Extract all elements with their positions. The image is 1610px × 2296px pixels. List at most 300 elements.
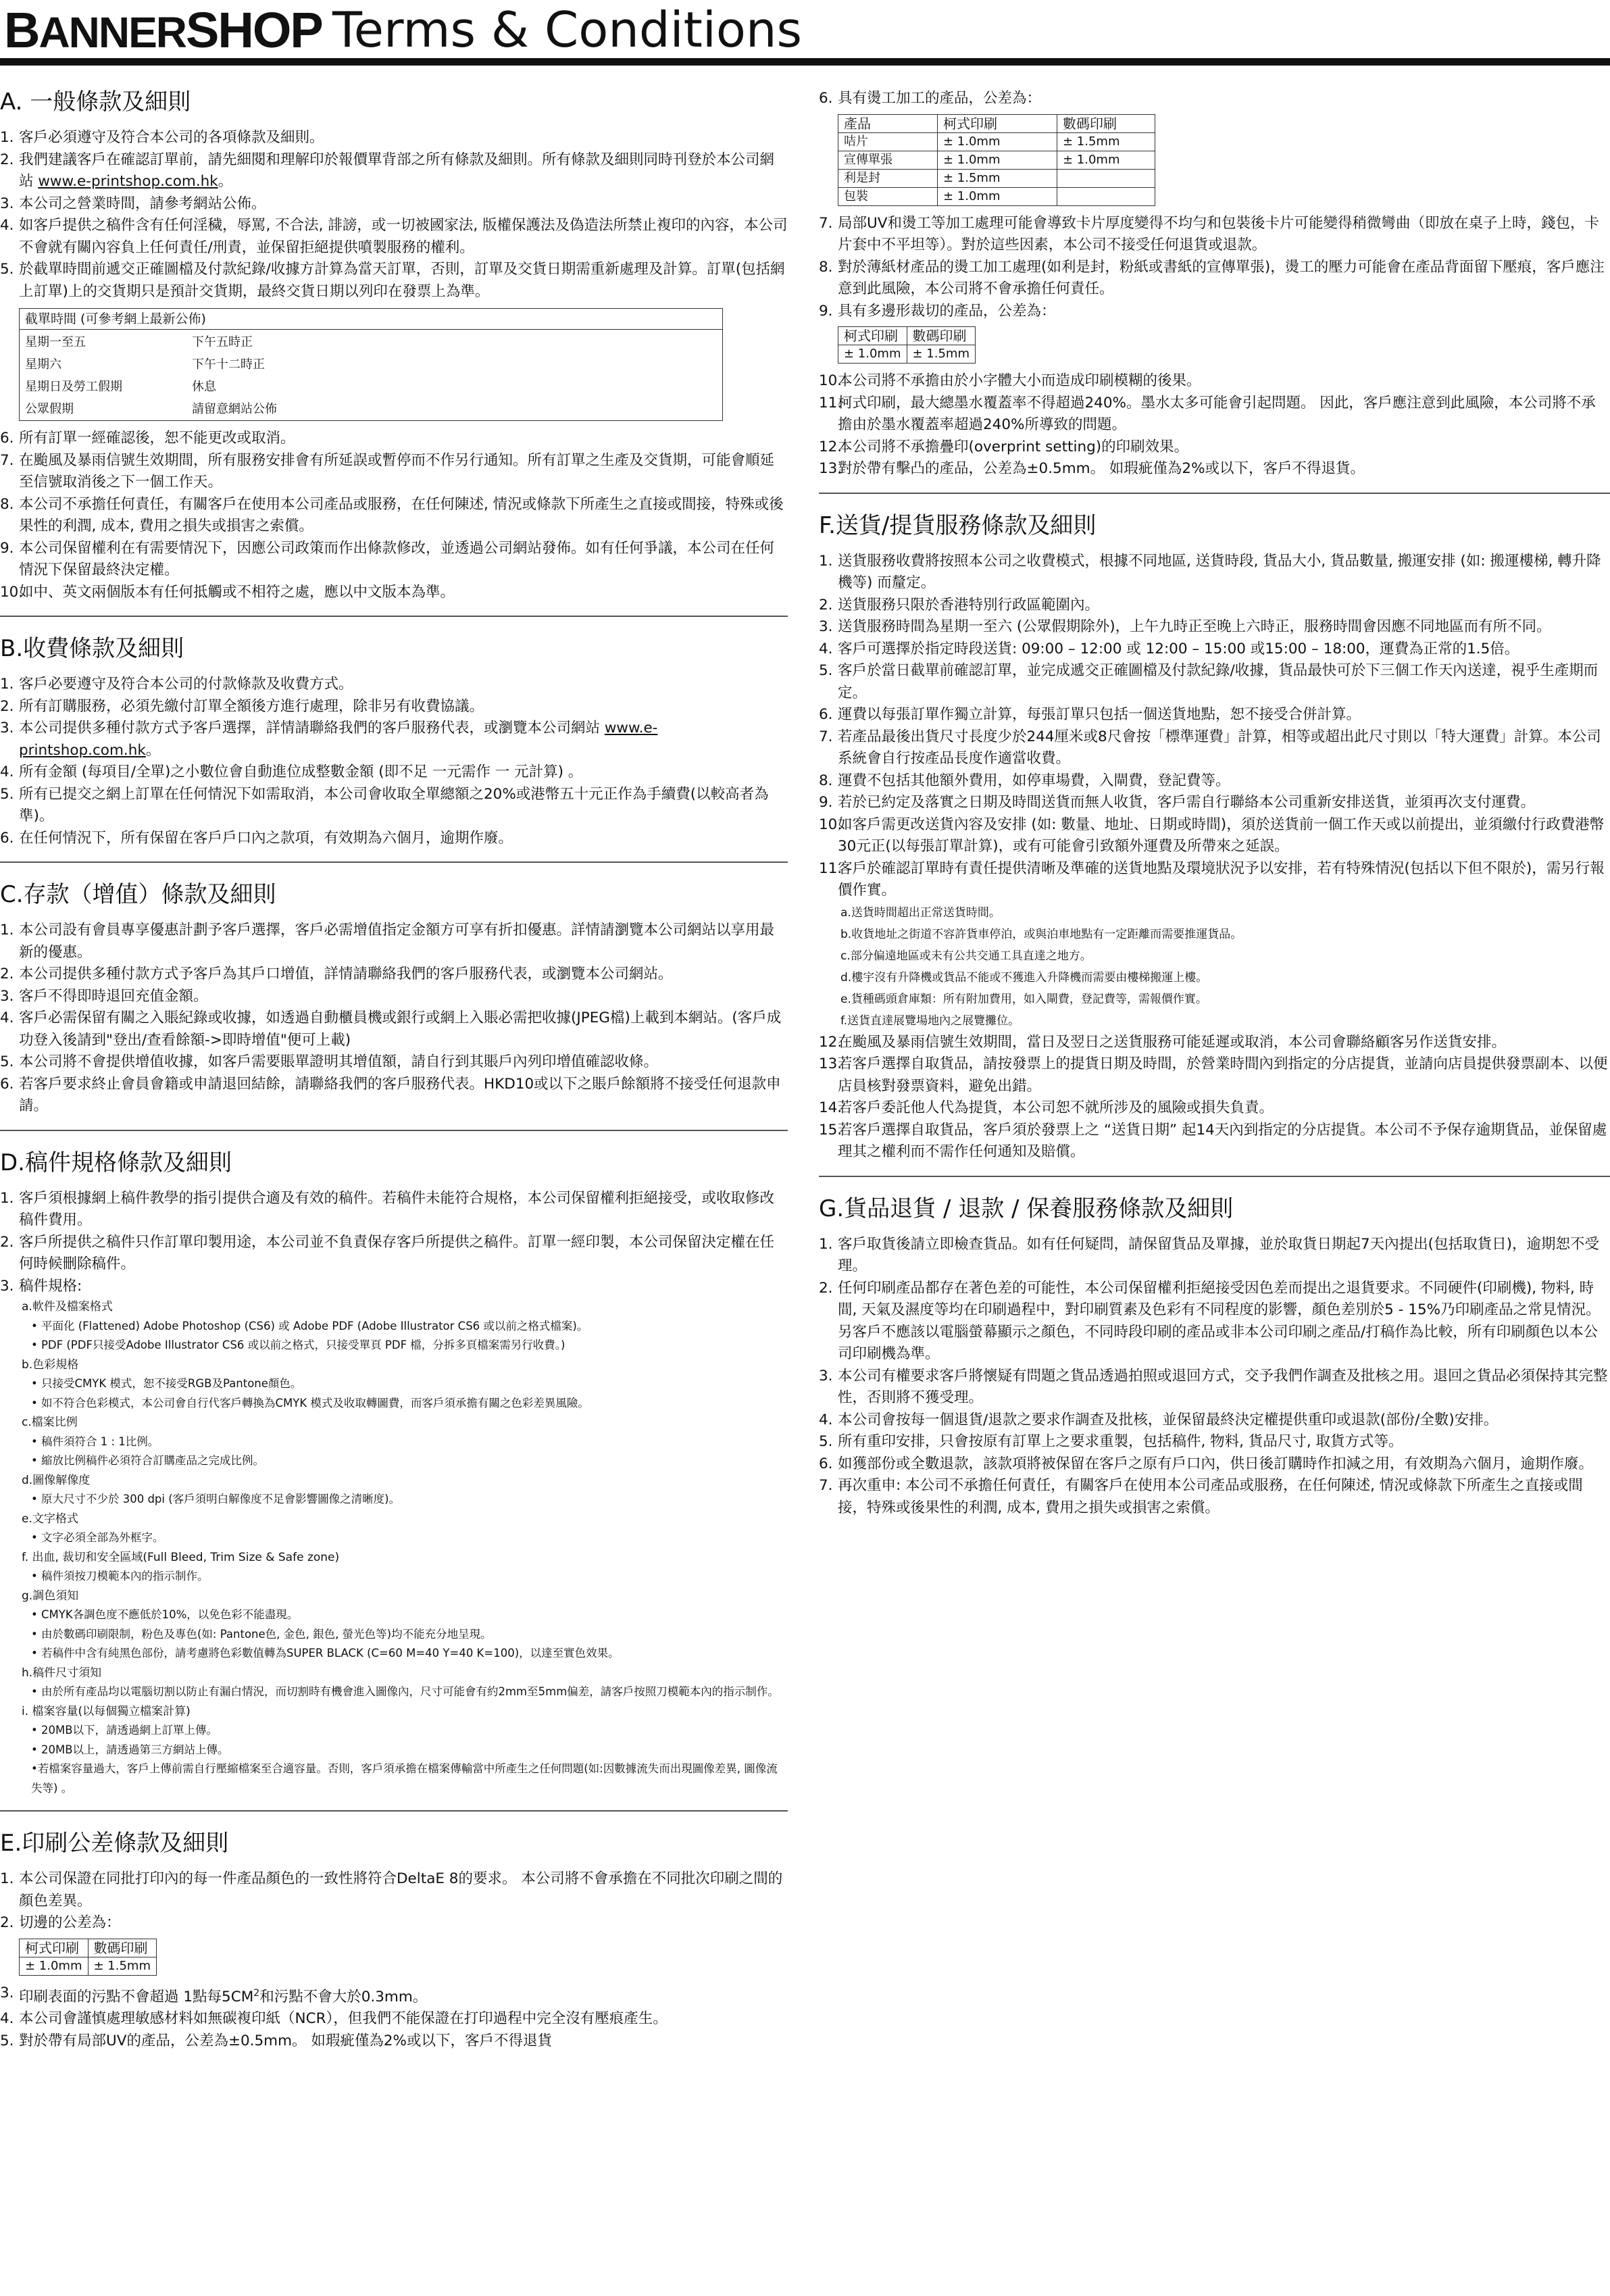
table-header: 數碼印刷 <box>1057 114 1155 132</box>
table-cell: ± 1.5mm <box>938 169 1057 187</box>
item-text: 本公司提供多種付款方式予客戶為其戶口增值，詳情請聯絡我們的客戶服務代表，或瀏覽本公司網站。 <box>19 966 673 982</box>
cutoff-table <box>19 308 723 421</box>
spec-heading: h.稿件尺寸須知 <box>22 1666 102 1680</box>
spec-bullet: • 若稿件中含有純黑色部份，請考慮將色彩數值轉為SUPER BLACK (C=60 M=40 Y=40 K=100)，以達至實色效果。 <box>31 1647 620 1659</box>
item-number: 4. <box>819 1411 833 1428</box>
list-item <box>819 88 1610 110</box>
list-item <box>0 1912 788 1935</box>
delivery-conditions-list <box>819 902 1610 1032</box>
cutoff-row <box>20 331 722 353</box>
header <box>0 0 1610 68</box>
divider <box>819 1176 1610 1177</box>
section-f-title: F.送貨/提貨服務條款及細則 <box>819 511 1097 539</box>
cutoff-row <box>20 398 722 420</box>
list-item <box>819 301 1610 323</box>
spec-bullet: • 文字必須全部為外框字。 <box>31 1531 164 1544</box>
list-item <box>0 1276 788 1298</box>
item-number: 15. <box>819 1121 842 1139</box>
foil-tolerance-table <box>838 114 1155 206</box>
item-number: 13. <box>819 460 842 477</box>
spec-bullet: • PDF (PDF只接受Adobe Illustrator CS6 或以前之格式，只接受單頁 PDF 檔，分拆多頁檔案需另行收費。) <box>31 1339 565 1351</box>
spec-bullet: • 平面化 (Flattened) Adobe Photoshop (CS6) 或 Adobe PDF (Adobe Illustrator CS6 或以前之格式檔案)。 <box>31 1319 588 1332</box>
list-item <box>0 784 788 828</box>
divider <box>0 1130 788 1131</box>
item-number: 14. <box>819 1099 842 1116</box>
table-cell: ± 1.0mm <box>1057 151 1155 169</box>
item-text: 客戶於確認訂單時有責任提供清晰及準確的送貨地點及環境狀況予以安排，若有特殊情況(包括以下但不限於)，需另行報價作實。 <box>838 859 1605 899</box>
list-item <box>0 2030 788 2053</box>
item-number: 3. <box>819 1367 833 1384</box>
item-text: 送貨服務收費將按照本公司之收費模式，根據不同地區, 送貨時段, 貨品大小, 貨品數量, 搬運安排 (如: 搬運樓梯, 轉升降機等) 而釐定。 <box>838 552 1601 591</box>
item-number: 6. <box>819 90 833 107</box>
list-item <box>819 436 1610 459</box>
website-link[interactable]: www.e-printshop.com.hk <box>19 720 658 759</box>
item-number: 9. <box>0 539 14 557</box>
list-item <box>0 259 788 303</box>
list-item <box>0 538 788 582</box>
list-item <box>819 1053 1610 1097</box>
item-text: 本公司將不會提供增值收據，如客戶需要賬單證明其增值額，請自行到其賬戶內列印增值確認收條。 <box>19 1053 659 1070</box>
item-number: 6. <box>0 829 14 847</box>
item-text: 如中、英文兩個版本有任何抵觸或不相符之處，應以中文版本為準。 <box>19 583 455 601</box>
item-text: 本公司會謹慎處理敏感材料如無碳複印紙（NCR），但我們不能保證在打印過程中完全沒有壓痕產生。 <box>19 2010 668 2028</box>
list-item <box>0 920 788 964</box>
item-text: 本公司會按每一個退貨/退款之要求作調查及批核，並保留最終決定權提供重印或退款(部份/全數)安排。 <box>838 1411 1499 1428</box>
item-number: 2. <box>819 1279 833 1297</box>
list-item <box>819 1234 1610 1278</box>
item-number: 8. <box>0 495 14 513</box>
item-number: 4. <box>0 2010 14 2028</box>
item-number: 2. <box>0 151 14 168</box>
item-text: 若客戶委託他人代為提貨，本公司恕不就所涉及的風險或損失負責。 <box>838 1099 1274 1116</box>
item-number: 5. <box>819 662 833 679</box>
list-item <box>819 370 1610 393</box>
item-number: 1. <box>819 552 833 570</box>
item-number: 10. <box>819 372 842 389</box>
table-cell: ± 1.5mm <box>907 345 976 364</box>
item-text: 運費以每張訂單作獨立計算，每張訂單只包括一個送貨地點，恕不接受合併計算。 <box>838 706 1361 723</box>
item-text: 若客戶選擇自取貨品，客戶須於發票上之 “送貨日期” 起14天內到指定的分店提貨。本公司不予保存逾期貨品，並保留處理其之權利而不需作任何通知及賠償。 <box>838 1121 1607 1160</box>
item-text: 所有重印安排，只會按原有訂單上之要求重製，包括稿件, 物料, 貨品尺寸, 取貨方式等。 <box>838 1433 1403 1450</box>
section-g-list <box>819 1234 1610 1520</box>
table-cell: 利是封 <box>838 169 938 187</box>
item-number: 2. <box>0 697 14 715</box>
section-b-title: B.收費條款及細則 <box>0 635 184 662</box>
table-cell: ± 1.0mm <box>938 132 1057 151</box>
item-text: 。 <box>218 173 233 190</box>
item-text: 對於帶有擊凸的產品，公差為±0.5mm。 如瑕疵僅為2%或以下，客戶不得退貨。 <box>838 460 1365 477</box>
item-number: 4. <box>0 217 14 234</box>
table-cell: 下午五時正 <box>192 335 253 349</box>
item-text: 客戶不得即時退回充值金額。 <box>19 987 208 1005</box>
table-cell: 宣傳單張 <box>838 151 938 169</box>
item-number: 6. <box>0 430 14 447</box>
spec-heading: b.色彩規格 <box>22 1357 79 1372</box>
section-c-title: C.存款（增值）條款及細則 <box>0 881 276 908</box>
list-item <box>0 1868 788 1912</box>
cutoff-table-header: 截單時間 (可參考網上最新公佈) <box>20 309 722 330</box>
list-item <box>819 616 1610 639</box>
table-cell: 請留意網站公佈 <box>192 402 277 416</box>
list-item <box>819 660 1610 704</box>
item-text: 對於薄紙材產品的燙工加工處理(如利是封，粉紙或書紙的宣傳單張)，燙工的壓力可能會在產品背面留下壓痕，客戶應注意到此風險，本公司將不會承擔任何責任。 <box>838 258 1605 297</box>
item-number: 3. <box>0 720 14 737</box>
divider <box>0 1810 788 1812</box>
cutoff-row <box>20 353 722 376</box>
item-text: 客戶必要遵守及符合本公司的付款條款及收費方式。 <box>19 676 353 693</box>
list-item <box>0 674 788 696</box>
spec-bullet: •若檔案容量過大，客戶上傳前需自行壓縮檔案至合適容量。否則，客戶須承擔在檔案傳輸當中所產生之任何問題(如:因數據流失而出現圖像差異, 圖像流失等) 。 <box>31 1762 778 1795</box>
list-item <box>819 595 1610 617</box>
list-item <box>819 858 1610 902</box>
item-text: 在颱風及暴雨信號生效期間，當日及翌日之送貨服務可能延遲或取消，本公司會聯絡顧客另作送貨安排。 <box>838 1033 1507 1051</box>
header-rule <box>0 58 1610 66</box>
page-title: Terms & Conditions <box>332 1 803 58</box>
item-number: 4. <box>0 764 14 780</box>
section-e-list-2 <box>0 1982 788 2053</box>
item-text: 在颱風及暴雨信號生效期間，所有服務安排會有所延誤或暫停而不作另行通知。所有訂單之生產及交貨期，可能會順延至信號取消後之下一個工作天。 <box>19 451 775 491</box>
item-text: 具有多邊形裁切的產品，公差為： <box>838 302 1056 320</box>
section-c-list <box>0 920 788 1118</box>
list-item <box>0 450 788 494</box>
item-number: 4. <box>819 640 833 657</box>
item-number: 7. <box>819 214 833 232</box>
list-item <box>0 1051 788 1074</box>
section-a <box>0 88 788 603</box>
item-text: 客戶必須遵守及符合本公司的各項條款及細則。 <box>19 129 324 146</box>
list-item <box>819 770 1610 793</box>
item-text: 客戶取貨後請立即檢查貨品。如有任何疑問，請保留貨品及單據，並於取貨日期起7天內提出(包括取貨日)，逾期恕不受理。 <box>838 1235 1599 1274</box>
delivery-condition: a.送貨時間超出正常送貨時間。 <box>840 905 1001 920</box>
table-header: 柯式印刷 <box>838 327 907 345</box>
section-a-title: A. 一般條款及細則 <box>0 89 191 116</box>
item-text: 所有金額 (每項目/全單)之小數位會自動進位成整數金額 (即不足 一元需作 一 元計算) 。 <box>19 764 583 780</box>
section-f-list <box>819 551 1610 902</box>
list-item <box>819 458 1610 480</box>
item-text: 再次重申: 本公司不承擔任何責任，有關客戶在使用本公司產品或服務，在任何陳述, 情況或條款下所產生之直接或間接，特殊或後果性的利潤, 成本, 費用之損失或損害之索償。 <box>838 1477 1583 1516</box>
item-number: 1. <box>0 1189 14 1207</box>
section-e-list <box>0 1868 788 1935</box>
list-item <box>0 1188 788 1232</box>
table-cell <box>1057 187 1155 205</box>
trim-tolerance-table <box>19 1939 157 1976</box>
right-column <box>819 88 1610 1519</box>
table-cell: 星期一至五 <box>25 335 86 349</box>
spec-heading: c.檔案比例 <box>22 1416 78 1429</box>
item-text: 若產品最後出貨尺寸長度少於244厘米或8尺會按「標準運費」計算，相等或超出此尺寸則以「特大運費」計算。本公司系統會自行按產品長度作適當收費。 <box>838 728 1601 767</box>
list-item <box>0 718 788 762</box>
item-number: 6. <box>819 1455 833 1472</box>
item-text: 運費不包括其他額外費用，如停車場費，入閘費，登記費等。 <box>838 772 1230 789</box>
item-number: 3. <box>0 1277 14 1295</box>
spec-bullet: • 稿件須按刀模範本內的指示制作。 <box>31 1570 209 1582</box>
table-cell: 公眾假期 <box>25 402 74 416</box>
item-number: 4. <box>0 1009 14 1026</box>
table-row <box>838 169 1155 187</box>
list-item <box>0 1074 788 1118</box>
spec-heading: d.圖像解像度 <box>22 1473 91 1487</box>
section-a-list <box>0 127 788 303</box>
delivery-condition: f.送貨直達展覽場地內之展覽攤位。 <box>840 1014 1020 1028</box>
item-number: 12. <box>819 1033 842 1051</box>
spec-heading: e.文字格式 <box>22 1512 78 1526</box>
superscript: 2 <box>253 1987 260 1999</box>
item-number: 10. <box>819 816 842 833</box>
spec-list <box>0 1297 788 1798</box>
item-text: 客戶必需保留有關之入賬紀錄或收據，如透過自動櫃員機或銀行或網上入賬必需把收據(JPEG檔)上載到本網站。(客戶成功登入後請到"登出/查看餘額->即時增值"便可上載) <box>19 1009 782 1049</box>
item-text: 如客戶需更改送貨內容及安排 (如: 數量、地址、日期或時間)，須於送貨前一個工作天或以前提出，並須繳付行政費港幣30元正(以每張訂單計算)，或有可能會引致額外運費及所帶來之延誤。 <box>838 816 1605 855</box>
spec-bullet: • 由於所有產品均以電腦切割以防止有漏白情況，而切割時有機會進入圖像內，尺寸可能會有約2mm至5mm偏差，請客戶按照刀模範本內的指示制作。 <box>31 1685 779 1698</box>
section-e-cont-list-2 <box>819 213 1610 323</box>
table-header: 數碼印刷 <box>907 327 976 345</box>
item-number: 11. <box>819 394 842 411</box>
table-cell: ± 1.0mm <box>938 151 1057 169</box>
item-text: 切邊的公差為： <box>19 1914 121 1931</box>
list-item <box>819 1032 1610 1054</box>
item-text: 本公司將不承擔疊印(overprint setting)的印刷效果。 <box>838 438 1189 455</box>
item-text: 我們建議客戶在確認訂單前，請先細閱和理解印於報價單背部之所有條款及細則。所有條款及細則同時刊登於本公司網站 <box>19 151 775 190</box>
item-number: 3. <box>819 618 833 635</box>
list-item <box>0 964 788 986</box>
item-number: 3. <box>0 987 14 1005</box>
list-item <box>819 257 1610 301</box>
list-item <box>819 1409 1610 1432</box>
item-number: 5. <box>0 1053 14 1070</box>
table-header: 產品 <box>838 114 938 132</box>
item-text: 本公司提供多種付款方式予客戶選擇，詳情請聯絡我們的客戶服務代表，或瀏覽本公司網站 <box>19 720 605 737</box>
spec-bullet: • 只接受CMYK 模式，恕不接受RGB及Pantone顏色。 <box>31 1377 302 1390</box>
table-cell: ± 1.5mm <box>88 1957 157 1975</box>
table-header: 柯式印刷 <box>20 1939 89 1957</box>
spec-heading: i. 檔案容量(以每個獨立檔案計算) <box>22 1704 191 1718</box>
list-item <box>819 551 1610 595</box>
item-text: 若客戶要求終止會員會籍或申請退回結餘，請聯絡我們的客戶服務代表。HKD10或以下之賬戶餘額將不接受任何退款申請。 <box>19 1075 781 1114</box>
list-item <box>0 1007 788 1051</box>
table-row <box>838 132 1155 151</box>
item-number: 2. <box>0 966 14 982</box>
cutoff-row <box>20 376 722 398</box>
list-item <box>0 1232 788 1276</box>
list-item <box>0 828 788 850</box>
item-number: 2. <box>0 1914 14 1931</box>
section-b <box>0 634 788 849</box>
divider <box>819 493 1610 494</box>
list-item <box>819 213 1610 257</box>
list-item <box>0 215 788 259</box>
item-number: 1. <box>819 1235 833 1253</box>
polygon-tolerance-table <box>838 326 976 364</box>
table-cell: 下午十二時正 <box>192 357 265 372</box>
item-number: 13. <box>819 1055 842 1072</box>
section-e-cont-list <box>819 88 1610 110</box>
spec-bullet: • 稿件須符合 1 : 1比例。 <box>31 1434 159 1448</box>
item-text: 客戶可選擇於指定時段送貨: 09:00 – 12:00 或 12:00 – 15:00 或15:00 – 18:00，運費為正常的1.5倍。 <box>838 640 1519 657</box>
list-item <box>0 127 788 149</box>
item-text: 在任何情況下，所有保留在客戶戶口內之款項，有效期為六個月，逾期作廢。 <box>19 829 513 847</box>
section-e <box>0 1829 788 2052</box>
item-text: 柯式印刷，最大總墨水覆蓋率不得超過240%。墨水太多可能會引起問題。 因此，客戶應注意到此風險，本公司將不承擔由於墨水覆蓋率超過240%所導致的問題。 <box>838 394 1596 433</box>
table-cell: 星期日及勞工假期 <box>25 380 122 394</box>
list-item <box>819 393 1610 436</box>
table-cell: ± 1.0mm <box>838 345 907 364</box>
list-item <box>0 193 788 216</box>
list-item <box>0 149 788 193</box>
item-number: 7. <box>0 451 14 469</box>
item-text: 任何印刷產品都存在著色差的可能性，本公司保留權利拒絕接受因色差而提出之退貨要求。不同硬件(印刷機), 物料, 時間, 天氣及濕度等均在印刷過程中，對印刷質素及色彩有不同程度的影響，顏色差別於5 - 15%乃印刷產品之常見情況。另客戶不應該以電腦螢幕顯示之顏色，不同時段印刷的產品或非本公司印刷之產品/打稿作為比較，所有印刷顏色以本公司印刷機為準。 <box>838 1279 1601 1362</box>
item-number: 6. <box>819 706 833 723</box>
delivery-condition: b.收貨地址之街道不容許貨車停泊，或與泊車地點有一定距離而需要推運貨品。 <box>840 927 1242 941</box>
item-text: 本公司之營業時間，請參考網站公佈。 <box>19 195 266 212</box>
item-text: 和污點不會大於0.3mm。 <box>259 1988 428 2005</box>
section-a-list-2 <box>0 428 788 603</box>
item-text: 送貨服務時間為星期一至六 (公眾假期除外)，上午九時正至晚上六時正，服務時間會因應不同地區而有所不同。 <box>838 618 1551 635</box>
item-text: 如客戶提供之稿件含有任何淫穢，辱罵, 不合法, 誹謗，或一切被國家法, 版權保護法及偽造法所禁止複印的內容，本公司不會就有關內容負上任何責任/刑責，並保留拒絕提供噴製服務的權利。 <box>19 217 788 256</box>
spec-heading: a.軟件及檔案格式 <box>22 1300 113 1314</box>
item-text: 於截單時間前遞交正確圖檔及付款紀錄/收據方計算為當天訂單，否則，訂單及交貨日期需重新處理及計算。訂單(包括網上訂單)上的交貨期只是預計交貨期，最終交貨日期以列印在發票上為準。 <box>19 261 785 300</box>
list-item <box>819 792 1610 814</box>
section-f-list-2 <box>819 1032 1610 1164</box>
list-item <box>819 1475 1610 1519</box>
item-text: 本公司設有會員專享優惠計劃予客戶選擇，客戶必需增值指定金額方可享有折扣優惠。詳情請瀏覽本公司網站以享用最新的優惠。 <box>19 922 775 961</box>
section-e-cont-list-3 <box>819 370 1610 480</box>
list-item <box>819 639 1610 661</box>
table-row <box>838 187 1155 205</box>
item-text: 本公司保留權利在有需要情況下，因應公司政策而作出條款修改，並透過公司網站發佈。如有任何爭議，本公司在任何情況下保留最終決定權。 <box>19 539 775 578</box>
table-cell: ± 1.5mm <box>1057 132 1155 151</box>
item-text: 局部UV和燙工等加工處理可能會導致卡片厚度變得不均勻和包裝後卡片可能變得稍微彎曲（即放在桌子上時，錢包，卡片套中不平坦等）。對於這些因素，本公司不接受任何退貨或退款。 <box>838 214 1599 253</box>
delivery-condition: c.部分偏遠地區或未有公共交通工具直達之地方。 <box>840 949 1092 963</box>
item-number: 2. <box>0 1233 14 1251</box>
item-text: 對於帶有局部UV的產品，公差為±0.5mm。 如瑕疵僅為2%或以下，客戶不得退貨 <box>19 2032 552 2049</box>
item-number: 3. <box>0 195 14 212</box>
divider <box>0 616 788 617</box>
spec-bullet: • 原大尺寸不少於 300 dpi (客戶須明白解像度不足會影響圖像之清晰度)。 <box>31 1493 401 1505</box>
item-text: 客戶須根據網上稿件教學的指引提供合適及有效的稿件。若稿件未能符合規格，本公司保留權利拒絕接受，或收取修改稿件費用。 <box>19 1189 775 1228</box>
item-text: 如獲部份或全數退款，該款項將被保留在客戶之原有戶口內，供日後訂購時作扣減之用，有效期為六個月，逾期作廢。 <box>838 1455 1594 1472</box>
spec-heading: g.調色須知 <box>22 1589 79 1603</box>
item-text: 所有已提交之網上訂單在任何情況下如需取消，本公司會收取全單總額之20%或港幣五十元正作為手續費(以較高者為準)。 <box>19 785 769 824</box>
section-c <box>0 880 788 1118</box>
item-text: 所有訂單一經確認後，恕不能更改或取消。 <box>19 430 295 447</box>
list-item <box>819 726 1610 770</box>
section-f <box>819 511 1610 1164</box>
item-number: 1. <box>0 129 14 146</box>
table-cell: ± 1.0mm <box>20 1957 89 1975</box>
item-number: 7. <box>819 1477 833 1494</box>
item-number: 8. <box>819 772 833 789</box>
item-text: 。 <box>145 741 161 759</box>
brand-logo: BANNERSHOP <box>4 2 322 58</box>
item-number: 1. <box>0 922 14 939</box>
item-number: 8. <box>819 258 833 276</box>
table-row <box>838 151 1155 169</box>
item-text: 客戶於當日截單前確認訂單，並完成遞交正確圖檔及付款紀錄/收據，貨品最快可於下三個工作天內送達，視乎生產期而定。 <box>838 662 1599 701</box>
list-item <box>0 428 788 450</box>
section-d-title: D.稿件規格條款及細則 <box>0 1149 232 1176</box>
table-cell: 包裝 <box>838 187 938 205</box>
delivery-condition: e.貨種碼頭倉庫類：所有附加費用，如入閘費，登記費等，需報價作實。 <box>840 992 1207 1006</box>
item-number: 11. <box>819 859 842 877</box>
list-item <box>819 1120 1610 1164</box>
left-column <box>0 88 788 2052</box>
item-number: 1. <box>0 1870 14 1887</box>
item-text: 本公司將不承擔由於小字體大小而造成印刷模糊的後果。 <box>838 372 1201 389</box>
item-text: 本公司不承擔任何責任，有關客戶在使用本公司產品或服務，在任何陳述, 情況或條款下所產生之直接或間接，特殊或後果性的利潤, 成本, 費用之損失或損害之索償。 <box>19 495 784 534</box>
list-item <box>0 2008 788 2030</box>
list-item <box>0 582 788 604</box>
item-text: 若於已約定及落實之日期及時間送貨而無人收貨，客戶需自行聯絡本公司重新安排送貨，並須再次支付運費。 <box>838 794 1536 811</box>
list-item <box>819 1278 1610 1366</box>
item-number: 10. <box>0 583 24 601</box>
item-number: 7. <box>819 728 833 745</box>
item-text: 客戶所提供之稿件只作訂單印製用途，本公司並不負責保存客戶所提供之稿件。訂單一經印製，本公司保留決定權在任何時候刪除稿件。 <box>19 1233 775 1272</box>
list-item <box>819 1431 1610 1453</box>
spec-bullet: • 由於數碼印刷限制，粉色及專色(如: Pantone色, 金色, 銀色, 螢光色等)均不能充分地呈現。 <box>31 1627 492 1641</box>
item-number: 2. <box>819 596 833 614</box>
list-item <box>819 814 1610 858</box>
list-item <box>0 696 788 718</box>
table-cell: 星期六 <box>25 357 61 372</box>
list-item <box>0 762 788 784</box>
list-item <box>0 1982 788 2009</box>
table-cell: 休息 <box>192 380 216 394</box>
item-number: 6. <box>0 1075 14 1093</box>
item-number: 5. <box>819 1433 833 1450</box>
section-d-list <box>0 1188 788 1298</box>
item-text: 本公司有權要求客戶將懷疑有問題之貨品透過拍照或退回方式，交予我們作調查及批核之用。退回之貨品必須保持其完整性，否則將不獲受理。 <box>838 1367 1608 1406</box>
section-g-title: G.貨品退貨 / 退款 / 保養服務條款及細則 <box>819 1195 1234 1222</box>
spec-bullet: • 20MB以下，請透過網上訂單上傳。 <box>31 1724 218 1737</box>
item-text: 具有燙工加工的產品，公差為： <box>838 90 1042 107</box>
item-number: 12. <box>819 438 842 455</box>
list-item <box>0 986 788 1008</box>
item-text: 稿件規格: <box>19 1277 82 1295</box>
item-number: 5. <box>0 785 14 803</box>
table-header: 柯式印刷 <box>938 114 1057 132</box>
delivery-condition: d.樓宇沒有升降機或貨品不能或不獲進入升降機而需要由樓梯搬運上樓。 <box>840 970 1208 984</box>
list-item <box>819 704 1610 726</box>
item-number: 3. <box>0 1984 14 2001</box>
list-item <box>0 494 788 538</box>
item-text: 本公司保證在同批打印內的每一件產品顏色的一致性將符合DeltaE 8的要求。 本公司將不會承擔在不同批次印刷之間的顏色差異。 <box>19 1870 783 1910</box>
spec-heading: f. 出血, 裁切和安全區域(Full Bleed, Trim Size & Safe zone) <box>22 1550 340 1564</box>
list-item <box>819 1453 1610 1476</box>
item-number: 5. <box>0 2032 14 2049</box>
divider <box>0 862 788 863</box>
item-number: 9. <box>819 302 833 320</box>
list-item <box>819 1097 1610 1120</box>
item-text: 印刷表面的污點不會超過 1點每5CM <box>19 1988 254 2005</box>
table-cell: ± 1.0mm <box>938 187 1057 205</box>
item-number: 1. <box>0 676 14 693</box>
item-text: 若客戶選擇自取貨品，請按發票上的提貨日期及時間，於營業時間內到指定的分店提貨，並請向店員提供發票副本、以便店員核對發票資料，避免出錯。 <box>838 1055 1608 1095</box>
section-g <box>819 1195 1610 1520</box>
item-text: 所有訂購服務，必須先繳付訂單全額後方進行處理，除非另有收費協議。 <box>19 697 484 715</box>
item-text: 送貨服務只限於香港特別行政區範圍內。 <box>838 596 1100 614</box>
spec-bullet: • 20MB以上，請透過第三方網站上傳。 <box>31 1743 229 1756</box>
website-link[interactable]: www.e-printshop.com.hk <box>38 173 218 190</box>
spec-bullet: • 如不符合色彩模式，本公司會自行代客戶轉換為CMYK 模式及收取轉圖費，而客戶須承擔有關之色彩差異風險。 <box>31 1396 589 1409</box>
section-e-continued <box>819 88 1610 480</box>
item-number: 5. <box>0 261 14 278</box>
spec-bullet: • CMYK各調色度不應低於10%，以免色彩不能盡現。 <box>31 1608 299 1621</box>
table-cell: 咭片 <box>838 132 938 151</box>
table-header: 數碼印刷 <box>88 1939 157 1957</box>
spec-bullet: • 縮放比例稿件必須符合訂購產品之完成比例。 <box>31 1454 264 1467</box>
section-d <box>0 1149 788 1799</box>
section-b-list <box>0 674 788 849</box>
table-cell <box>1057 169 1155 187</box>
